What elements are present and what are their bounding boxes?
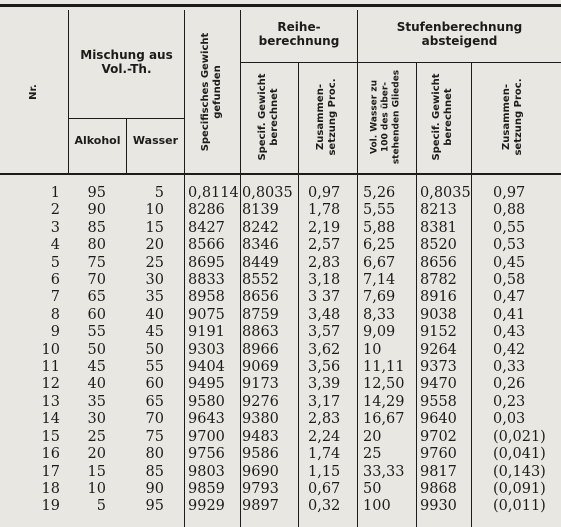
- reihe-proc-cell: 0,67: [308, 480, 341, 497]
- nr-cell: 10: [41, 341, 60, 358]
- reihe-gewicht-cell: 8242: [242, 219, 279, 236]
- stufen-gewicht-cell: 9640: [420, 411, 457, 428]
- wasser-cell: 95: [145, 498, 164, 515]
- header-stufen-spec: Specif. Gewicht berechnet: [431, 73, 454, 161]
- nr-cell: 15: [41, 428, 60, 445]
- reihe-gewicht-cell: 9173: [242, 376, 279, 393]
- table-row: [0, 359, 555, 376]
- stufen-proc-cell: 0,26: [493, 376, 526, 393]
- stufen-gewicht-cell: 9038: [420, 306, 457, 323]
- table-row: [0, 411, 555, 428]
- stufen-wasser-cell: 5,26: [363, 185, 396, 201]
- header-mischung: Mischung aus Vol.-Th.: [80, 48, 173, 76]
- header-nr: Nr.: [28, 84, 39, 100]
- wasser-cell: 80: [145, 446, 164, 463]
- wasser-cell: 20: [145, 237, 164, 254]
- stufen-gewicht-cell: 9702: [420, 428, 457, 445]
- nr-cell: 16: [41, 446, 60, 463]
- alkohol-cell: 30: [87, 411, 106, 428]
- alkohol-cell: 60: [87, 306, 106, 323]
- gefunden-cell: 8833: [188, 272, 225, 289]
- stufen-wasser-cell: 5,88: [363, 219, 396, 236]
- nr-cell: 4: [50, 237, 60, 254]
- wasser-cell: 5: [154, 185, 164, 201]
- stufen-proc-cell: 0,55: [493, 219, 526, 236]
- nr-cell: 14: [41, 411, 60, 428]
- wasser-cell: 90: [145, 480, 164, 497]
- data-table: [0, 185, 555, 516]
- divider: [184, 10, 185, 173]
- reihe-gewicht-cell: 8346: [242, 237, 279, 254]
- table-row: [0, 272, 555, 289]
- alkohol-cell: 70: [87, 272, 106, 289]
- stufen-gewicht-cell: 9817: [420, 463, 457, 480]
- nr-cell: 12: [41, 376, 60, 393]
- stufen-proc-cell: 0,23: [493, 393, 526, 410]
- reihe-proc-cell: 3,56: [308, 359, 341, 376]
- nr-cell: 3: [50, 219, 60, 236]
- table-row: [0, 394, 555, 411]
- reihe-proc-cell: 3,57: [308, 324, 341, 341]
- gefunden-cell: 8958: [188, 289, 225, 306]
- stufen-wasser-cell: 14,29: [363, 393, 405, 410]
- reihe-proc-cell: 2,24: [308, 428, 341, 445]
- nr-cell: 5: [50, 254, 60, 271]
- stufen-gewicht-cell: 9930: [420, 498, 457, 515]
- nr-cell: 1: [50, 185, 60, 201]
- stufen-gewicht-cell: 8381: [420, 219, 457, 236]
- reihe-proc-cell: 0,32: [308, 498, 341, 515]
- header-reihe-spec: Specif. Gewicht berechnet: [257, 73, 280, 161]
- divider: [240, 62, 561, 63]
- stufen-gewicht-cell: 9868: [420, 480, 457, 497]
- stufen-gewicht-cell: 9152: [420, 324, 457, 341]
- reihe-gewicht-cell: 9897: [242, 498, 279, 515]
- nr-cell: 9: [50, 324, 60, 341]
- stufen-proc-cell: 0,43: [493, 324, 526, 341]
- alkohol-cell: 85: [87, 219, 106, 236]
- alkohol-cell: 50: [87, 341, 106, 358]
- stufen-gewicht-cell: 8916: [420, 289, 457, 306]
- table-row: [0, 324, 555, 341]
- reihe-proc-cell: 3,62: [308, 341, 341, 358]
- wasser-cell: 35: [145, 289, 164, 306]
- stufen-wasser-cell: 50: [363, 480, 382, 497]
- table-row: [0, 220, 555, 237]
- reihe-gewicht-cell: 8759: [242, 306, 279, 323]
- wasser-cell: 10: [145, 202, 164, 219]
- gefunden-cell: 9803: [188, 463, 225, 480]
- alkohol-cell: 15: [87, 463, 106, 480]
- reihe-proc-cell: 3 37: [308, 289, 341, 306]
- wasser-cell: 15: [145, 219, 164, 236]
- header-specifisches-gewicht: Specifisches Gewicht gefunden: [200, 32, 223, 152]
- table-row: [0, 429, 555, 446]
- stufen-proc-cell: (0,011): [493, 498, 546, 515]
- stufen-wasser-cell: 16,67: [363, 411, 405, 428]
- gefunden-cell: 9580: [188, 393, 225, 410]
- reihe-proc-cell: 2,19: [308, 219, 341, 236]
- gefunden-cell: 9643: [188, 411, 225, 428]
- gefunden-cell: 9700: [188, 428, 225, 445]
- header-stufen: Stufenberechnung absteigend: [396, 20, 523, 48]
- nr-cell: 13: [41, 393, 60, 410]
- stufen-wasser-cell: 11,11: [363, 359, 405, 376]
- reihe-proc-cell: 3,39: [308, 376, 341, 393]
- stufen-gewicht-cell: 8656: [420, 254, 457, 271]
- stufen-gewicht-cell: 9558: [420, 393, 457, 410]
- top-rule: [0, 4, 561, 7]
- wasser-cell: 70: [145, 411, 164, 428]
- reihe-proc-cell: 3,18: [308, 272, 341, 289]
- reihe-gewicht-cell: 8656: [242, 289, 279, 306]
- divider: [68, 118, 184, 119]
- stufen-gewicht-cell: 8520: [420, 237, 457, 254]
- stufen-proc-cell: (0,041): [493, 446, 546, 463]
- table-row: [0, 481, 555, 498]
- reihe-gewicht-cell: 8139: [242, 202, 279, 219]
- gefunden-cell: 8427: [188, 219, 225, 236]
- header-alkohol: Alkohol: [74, 134, 121, 147]
- stufen-proc-cell: 0,33: [493, 359, 526, 376]
- wasser-cell: 60: [145, 376, 164, 393]
- header-rule: [0, 173, 561, 175]
- table-row: [0, 202, 555, 219]
- stufen-gewicht-cell: 9264: [420, 341, 457, 358]
- header-reihe: Reihe- berechnung: [258, 20, 340, 48]
- nr-cell: 11: [41, 359, 60, 376]
- gefunden-cell: 0,8114: [188, 185, 239, 201]
- stufen-proc-cell: 0,47: [493, 289, 526, 306]
- stufen-wasser-cell: 25: [363, 446, 382, 463]
- alkohol-cell: 40: [87, 376, 106, 393]
- alkohol-cell: 35: [87, 393, 106, 410]
- stufen-proc-cell: 0,41: [493, 306, 526, 323]
- reihe-gewicht-cell: 8449: [242, 254, 279, 271]
- gefunden-cell: 8286: [188, 202, 225, 219]
- stufen-proc-cell: 0,03: [493, 411, 526, 428]
- reihe-proc-cell: 3,17: [308, 393, 341, 410]
- stufen-proc-cell: (0,091): [493, 480, 546, 497]
- table-row: [0, 185, 555, 202]
- reihe-gewicht-cell: 9586: [242, 446, 279, 463]
- nr-cell: 2: [50, 202, 60, 219]
- stufen-gewicht-cell: 8213: [420, 202, 457, 219]
- stufen-proc-cell: 0,53: [493, 237, 526, 254]
- gefunden-cell: 9303: [188, 341, 225, 358]
- stufen-proc-cell: 0,88: [493, 202, 526, 219]
- reihe-gewicht-cell: 8966: [242, 341, 279, 358]
- stufen-gewicht-cell: 0,8035: [420, 185, 471, 201]
- reihe-gewicht-cell: 9793: [242, 480, 279, 497]
- reihe-proc-cell: 2,83: [308, 254, 341, 271]
- wasser-cell: 85: [145, 463, 164, 480]
- stufen-proc-cell: 0,97: [493, 185, 526, 201]
- stufen-gewicht-cell: 9373: [420, 359, 457, 376]
- reihe-proc-cell: 0,97: [308, 185, 341, 201]
- table-row: [0, 289, 555, 306]
- gefunden-cell: 9075: [188, 306, 225, 323]
- stufen-wasser-cell: 5,55: [363, 202, 396, 219]
- stufen-wasser-cell: 6,67: [363, 254, 396, 271]
- stufen-gewicht-cell: 9470: [420, 376, 457, 393]
- divider: [68, 10, 69, 173]
- table-row: [0, 446, 555, 463]
- reihe-proc-cell: 1,78: [308, 202, 341, 219]
- nr-cell: 19: [41, 498, 60, 515]
- stufen-gewicht-cell: 8782: [420, 272, 457, 289]
- stufen-proc-cell: 0,45: [493, 254, 526, 271]
- divider: [416, 62, 417, 173]
- alkohol-cell: 5: [96, 498, 106, 515]
- nr-cell: 7: [50, 289, 60, 306]
- table-row: [0, 498, 555, 515]
- gefunden-cell: 9756: [188, 446, 225, 463]
- reihe-gewicht-cell: 9276: [242, 393, 279, 410]
- stufen-wasser-cell: 33,33: [363, 463, 405, 480]
- reihe-gewicht-cell: 8863: [242, 324, 279, 341]
- header-wasser: Wasser: [132, 134, 179, 147]
- divider: [298, 62, 299, 173]
- wasser-cell: 45: [145, 324, 164, 341]
- stufen-wasser-cell: 7,69: [363, 289, 396, 306]
- header-reihe-zus: Zusammen- setzung Proc.: [315, 78, 338, 156]
- alkohol-cell: 55: [87, 324, 106, 341]
- gefunden-cell: 8566: [188, 237, 225, 254]
- wasser-cell: 25: [145, 254, 164, 271]
- reihe-proc-cell: 1,15: [308, 463, 341, 480]
- reihe-gewicht-cell: 0,8035: [242, 185, 293, 201]
- table-row: [0, 255, 555, 272]
- stufen-wasser-cell: 7,14: [363, 272, 396, 289]
- alkohol-cell: 25: [87, 428, 106, 445]
- wasser-cell: 40: [145, 306, 164, 323]
- reihe-gewicht-cell: 8552: [242, 272, 279, 289]
- nr-cell: 8: [50, 306, 60, 323]
- gefunden-cell: 9191: [188, 324, 225, 341]
- table-row: [0, 307, 555, 324]
- reihe-proc-cell: 2,57: [308, 237, 341, 254]
- divider: [471, 62, 472, 173]
- reihe-proc-cell: 1,74: [308, 446, 341, 463]
- alkohol-cell: 95: [87, 185, 106, 201]
- wasser-cell: 50: [145, 341, 164, 358]
- gefunden-cell: 8695: [188, 254, 225, 271]
- alkohol-cell: 80: [87, 237, 106, 254]
- stufen-proc-cell: (0,021): [493, 428, 546, 445]
- reihe-proc-cell: 3,48: [308, 306, 341, 323]
- stufen-gewicht-cell: 9760: [420, 446, 457, 463]
- reihe-gewicht-cell: 9380: [242, 411, 279, 428]
- nr-cell: 18: [41, 480, 60, 497]
- reihe-gewicht-cell: 9483: [242, 428, 279, 445]
- header-stufen-wasser: Vol. Wasser zu 100 des über- stehenden Gliedes: [369, 69, 402, 165]
- stufen-wasser-cell: 9,09: [363, 324, 396, 341]
- nr-cell: 6: [50, 272, 60, 289]
- reihe-proc-cell: 2,83: [308, 411, 341, 428]
- wasser-cell: 65: [145, 393, 164, 410]
- stufen-wasser-cell: 6,25: [363, 237, 396, 254]
- gefunden-cell: 9859: [188, 480, 225, 497]
- alkohol-cell: 75: [87, 254, 106, 271]
- header-stufen-zus: Zusammen- setzung Proc.: [501, 78, 524, 156]
- reihe-gewicht-cell: 9690: [242, 463, 279, 480]
- wasser-cell: 30: [145, 272, 164, 289]
- gefunden-cell: 9929: [188, 498, 225, 515]
- stufen-wasser-cell: 12,50: [363, 376, 405, 393]
- wasser-cell: 75: [145, 428, 164, 445]
- alkohol-cell: 65: [87, 289, 106, 306]
- wasser-cell: 55: [145, 359, 164, 376]
- stufen-wasser-cell: 20: [363, 428, 382, 445]
- alkohol-cell: 45: [87, 359, 106, 376]
- alkohol-cell: 20: [87, 446, 106, 463]
- stufen-proc-cell: 0,58: [493, 272, 526, 289]
- stufen-proc-cell: (0,143): [493, 463, 546, 480]
- table-row: [0, 376, 555, 393]
- nr-cell: 17: [41, 463, 60, 480]
- gefunden-cell: 9495: [188, 376, 225, 393]
- table-row: [0, 464, 555, 481]
- stufen-proc-cell: 0,42: [493, 341, 526, 358]
- table-row: [0, 237, 555, 254]
- alkohol-cell: 90: [87, 202, 106, 219]
- reihe-gewicht-cell: 9069: [242, 359, 279, 376]
- stufen-wasser-cell: 100: [363, 498, 391, 515]
- gefunden-cell: 9404: [188, 359, 225, 376]
- stufen-wasser-cell: 8,33: [363, 306, 396, 323]
- table-row: [0, 342, 555, 359]
- stufen-wasser-cell: 10: [363, 341, 382, 358]
- alkohol-cell: 10: [87, 480, 106, 497]
